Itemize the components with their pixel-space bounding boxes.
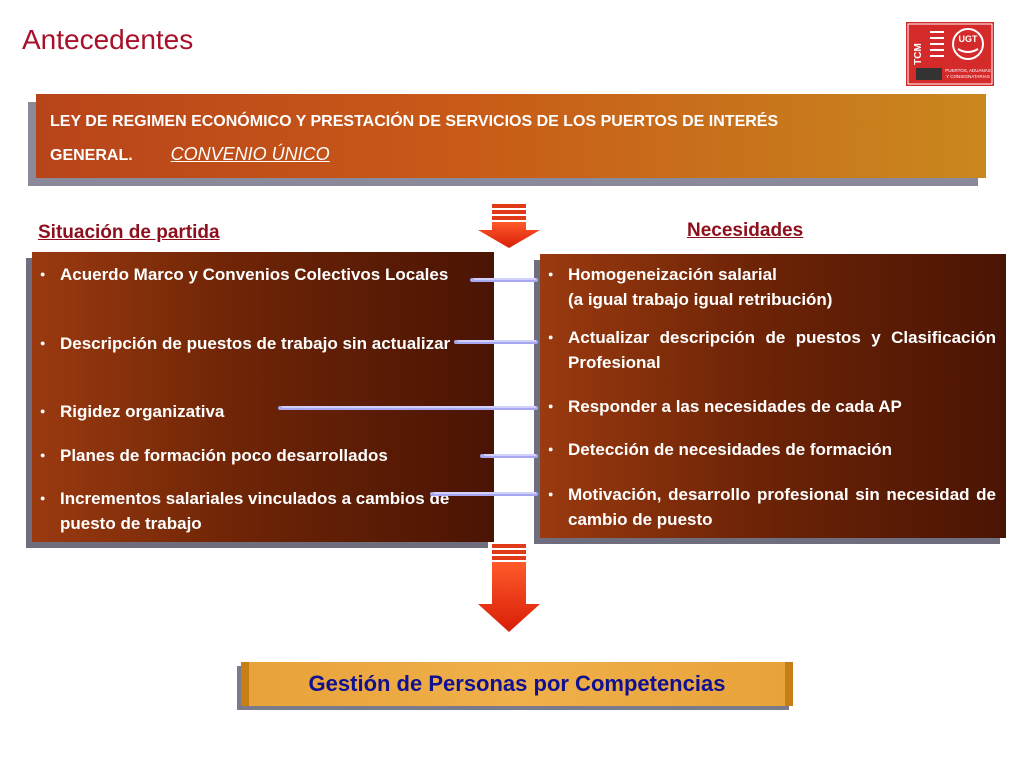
need-item: ● Motivación, desarrollo profesional sin necesidad de cambio de puesto xyxy=(540,482,996,532)
down-arrow-icon xyxy=(478,544,540,632)
result-box: Gestión de Personas por Competencias xyxy=(241,662,793,706)
situation-item: ● Rigidez organizativa xyxy=(32,399,500,424)
down-arrow-icon xyxy=(478,204,540,248)
need-item: ● Detección de necesidades de formación xyxy=(540,437,996,462)
need-item: ● Responder a las necesidades de cada AP xyxy=(540,394,996,419)
situation-item: ● Descripción de puestos de trabajo sin actualizar xyxy=(32,331,500,356)
banner-highlight: CONVENIO ÚNICO xyxy=(170,144,330,164)
logo-tcm-text: TCM xyxy=(913,43,924,65)
situation-item: ● Incrementos salariales vinculados a cambios de puesto de trabajo xyxy=(32,486,500,536)
situation-item: ● Planes de formación poco desarrollados xyxy=(32,443,500,468)
link-lines xyxy=(280,280,536,494)
svg-text:PUERTOS, ADUANAS: PUERTOS, ADUANAS xyxy=(945,68,991,73)
right-heading: Necesidades xyxy=(687,220,804,241)
left-heading: Situación de partida xyxy=(38,222,220,243)
need-item: ● Homogeneización salarial (a igual trabajo igual retribución) xyxy=(540,262,996,312)
svg-text:Y CONSIGNATARIAS: Y CONSIGNATARIAS xyxy=(946,74,990,79)
page-title: Antecedentes xyxy=(22,24,194,55)
banner-text: LEY DE REGIMEN ECONÓMICO Y PRESTACIÓN DE SERVICIOS DE LOS PUERTOS DE INTERÉS GENERAL. xyxy=(50,113,779,164)
situation-item: ● Acuerdo Marco y Convenios Colectivos Locales xyxy=(32,262,500,287)
logo-ugt-text: UGT xyxy=(958,34,978,44)
need-item: ● Actualizar descripción de puestos y Clasificación Profesional xyxy=(540,325,996,375)
